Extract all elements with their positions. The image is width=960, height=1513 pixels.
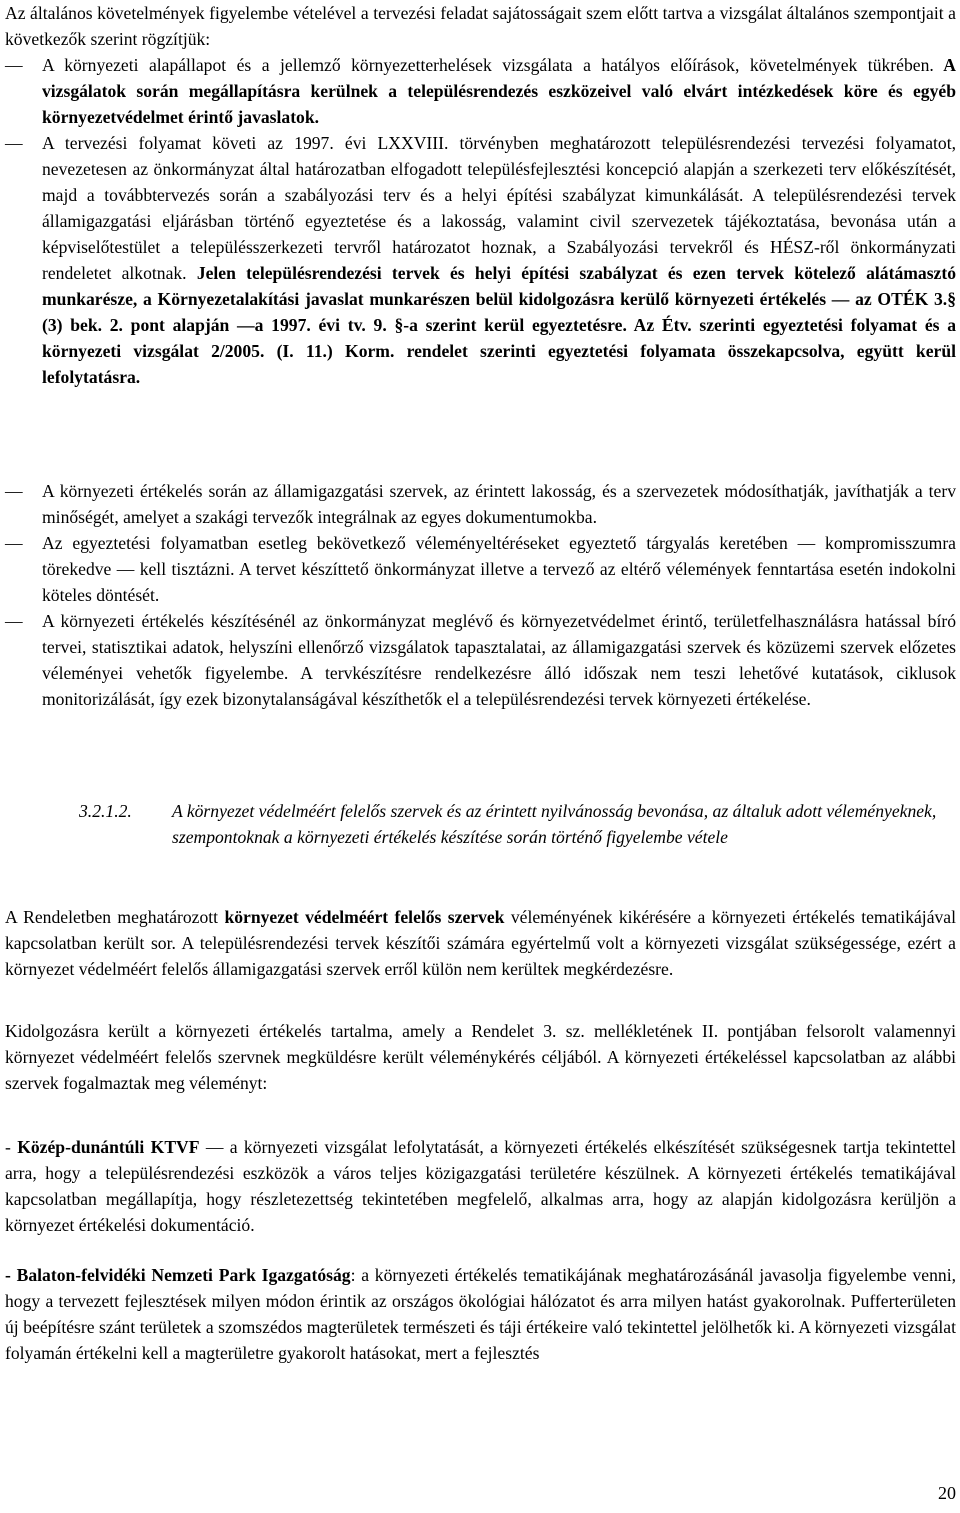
- paragraph: - Balaton-felvidéki Nemzeti Park Igazgatóság: a környezeti értékelés tematikájának meghatározásánál javasolja figyelembe venni, hogy a tervezett fejlesztések milyen módon érintik az országos ökológiai hálózatot és arra milyen hatást gyakorolnak. Pufferterületen új beépítésre szánt területek a szomszédos magterületek természeti és táji értékeire való tekintettel jelölhetők ki. A környezeti vizsgálat folyamán értékelni kell a magterületre gyakorolt hatásokat, mert a fejlesztés: [5, 1265, 956, 1363]
- paragraph: - Közép-dunántúli KTVF — a környezeti vizsgálat lefolytatását, a környezeti értékelés elkészítését szükségesnek tartja tekintettel arra, hogy a településrendezési eszközök a város teljes közigazgatási területére készülnek. A környezeti értékelés tematikájával kapcsolatban megállapítja, hogy részletezettség tekintetében megfelelő, alkalmas arra, hogy az alapján kidolgozásra kerüljön a környezet értékelési dokumentáció.: [5, 1137, 956, 1235]
- list-item: [5, 608, 956, 712]
- dash-bullet: —: [5, 55, 23, 75]
- list-item-text: A környezeti értékelés során az államigazgatási szervek, az érintett lakosság, és a szervezetek módosíthatják, javíthatják a terv minőségét, amelyet a szakági tervezők integrálnak az egyes dokumentumokba.: [42, 481, 956, 527]
- organization-name: Közép-dunántúli KTVF: [17, 1137, 200, 1157]
- dash-bullet: —: [5, 611, 23, 631]
- page-number: 20: [938, 1483, 956, 1503]
- list-item: [5, 478, 956, 530]
- dash-bullet: —: [5, 481, 23, 501]
- organization-name: - Balaton-felvidéki Nemzeti Park Igazgatóság: [5, 1265, 351, 1285]
- list-item-text: A környezeti alapállapot és a jellemző környezetterhelések vizsgálata a hatályos előírások, követelmények tükrében.: [42, 55, 934, 75]
- dash-bullet: —: [5, 133, 23, 153]
- dash-bullet: —: [5, 533, 23, 553]
- section-title: A környezet védelméért felelős szervek és az érintett nyilvánosság bevonása, az általuk adott véleményeknek, szempontoknak a környezeti értékelés készítése során történő figyelembe vétele: [172, 801, 937, 847]
- list-item-text: Az egyeztetési folyamatban esetleg bekövetkező véleményeltéréseket egyeztető tárgyalás keretében — kompromisszumra törekedve — kell tisztázni. A tervet készíttető önkormányzat illetve a tervező az eltérő vélemények fenntartása esetén indokolni köteles döntését.: [42, 533, 956, 605]
- list-item: [5, 530, 956, 608]
- list-item-bold-text: Jelen településrendezési tervek és helyi építési szabályzat és ezen tervek kötelező alátámasztó munkarésze, a Környezetalakítási javaslat munkarészen belül kidolgozásra kerülő környezeti értékelés — az OTÉK 3.§ (3) bek. 2. pont alapján —a 1997. évi tv. 9. §-a szerint kerül egyeztetésre. Az Étv. szerinti egyeztetési folyamat és a környezeti vizsgálat 2/2005. (I. 11.) Korm. rendelet szerinti egyeztetési folyamata összekapcsolva, együtt kerül lefolytatásra.: [42, 263, 956, 387]
- list-item-bold-text: A vizsgálatok során megállapításra kerülnek a településrendezés eszközeivel való elvárt intézkedések köre és egyéb környezetvédelmet érintő javaslatok.: [42, 55, 956, 127]
- list-item: [5, 52, 956, 130]
- list-item: [5, 130, 956, 390]
- list-item-text: A tervezési folyamat követi az 1997. évi LXXVIII. törvényben meghatározott településrendezési tervezési folyamatot, nevezetesen az önkormányzat által határozatban elfogadott településfejlesztési koncepció alapján a szerkezeti terv előkészítését, majd a továbbtervezés során a szabályozási terv és a helyi építési szabályzat kimunkálását. A településrendezési tervek államigazgatási eljárásban történő egyeztetése és a lakosság, valamint civil szervezetek tájékoztatása, bevonása után a képviselőtestület a településszerkezeti tervről határozatot hoznak, a Szabályozási tervekről és HÉSZ-ről önkormányzati rendeletet alkotnak.: [42, 133, 956, 283]
- section-number: 3.2.1.2.: [79, 801, 132, 821]
- paragraph: Kidolgozásra került a környezeti értékelés tartalma, amely a Rendelet 3. sz. mellékletének II. pontjában felsorolt valamennyi környezet védelméért felelős szervnek megküldésre került véleménykérés céljából. A környezeti értékeléssel kapcsolatban az alábbi szervek fogalmaztak meg véleményt:: [5, 1021, 956, 1093]
- bold-term: környezet védelméért felelős szervek: [224, 907, 505, 927]
- paragraph: A Rendeletben meghatározott környezet védelméért felelős szervek véleményének kikérésére a környezeti értékelés tematikájával kapcsolatban került sor. A településrendezési tervek készítői számára egyértelmű volt a környezeti vizsgálat szükségessége, ezért a környezet védelméért felelős államigazgatási szervek erről külön nem kerültek megkérdezésre.: [5, 907, 956, 979]
- intro-paragraph: Az általános követelmények figyelembe vételével a tervezési feladat sajátosságait szem előtt tartva a vizsgálat általános szempontjait a következők szerint rögzítjük:: [5, 3, 956, 49]
- section-heading: [79, 798, 956, 850]
- list-item-text: A környezeti értékelés készítésénél az önkormányzat meglévő és környezetvédelmet érintő, területfelhasználásra hatással bíró tervei, statisztikai adatok, helyszíni ellenőrző vizsgálatok tapasztalatai, az államigazgatási szervek és közüzemi szervek előzetes véleményei vehetők figyelembe. A tervkészítésre rendelkezésre álló időszak nem teszi lehetővé kutatások, ciklusok monitorizálását, így ezek bizonytalanságával készíthetők el a településrendezési tervek környezeti értékelése.: [42, 611, 956, 709]
